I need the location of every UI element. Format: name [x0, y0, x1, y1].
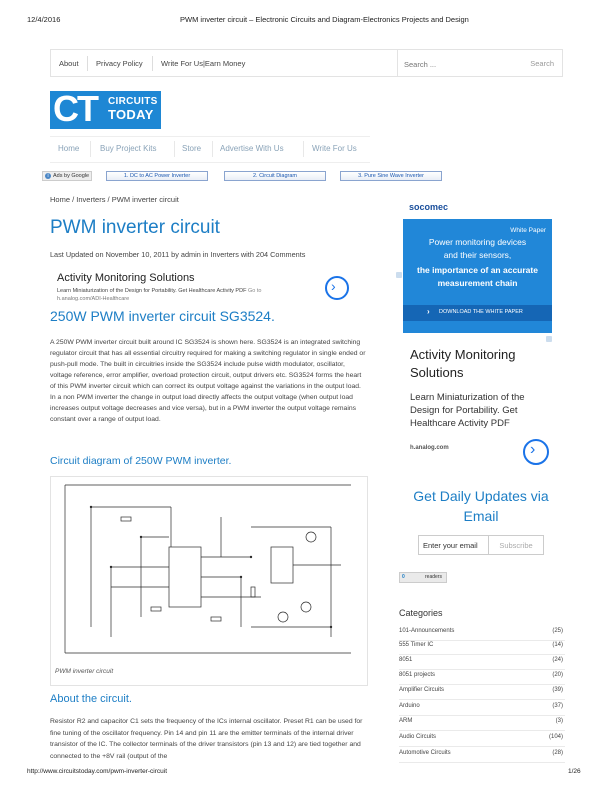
- ad-line: the importance of an accurate: [417, 265, 538, 275]
- post-meta: Last Updated on November 10, 2011 by admin in Inverters with 204 Comments: [50, 250, 306, 259]
- site-logo[interactable]: [50, 88, 161, 129]
- ad-link-3[interactable]: 3. Pure Sine Wave Inverter: [340, 171, 442, 181]
- article-intro: A 250W PWM inverter circuit built around IC SG3524 is shown here. SG3524 is an integrated switching regulator circuit that has all essential circuitry required for making a switching regulator in single ended or push-pull mode. The built in circuitries inside the SG3524 include pulse width modulator, oscillator, voltage reference, error amplifier, overload protection circuit, output drivers etc. SG3524 forms the heart of this PWM inverter circuit which can correct its output voltage against the variations in the output load. In a non PWM inverter the change in output load directly affects the output voltage (when output load increases output voltage decreases and vice versa), but in a PWM inverter the output voltage remains constant over a range of output load.: [50, 339, 366, 423]
- breadcrumb-current: PWM inverter circuit: [111, 195, 179, 204]
- nav-write-for-us[interactable]: Write For Us|Earn Money: [161, 59, 246, 68]
- schematic-icon: [51, 477, 367, 667]
- side-ad-desc: Learn Miniaturization of the Design for Portability. Get Healthcare Activity PDF: [410, 392, 525, 429]
- subscribe-heading: Get Daily Updates via Email: [413, 488, 549, 524]
- socomec-logo: socomec: [409, 202, 449, 212]
- search-input[interactable]: [402, 56, 516, 72]
- inline-ad-title: Activity Monitoring Solutions: [57, 272, 195, 284]
- breadcrumb: Home / Inverters / PWM inverter circuit: [50, 195, 179, 204]
- sidebar-ad-socomec[interactable]: [403, 197, 552, 333]
- print-url: http://www.circuitstoday.com/pwm-inverter-circuit: [27, 768, 168, 775]
- circuit-diagram-image[interactable]: [50, 476, 368, 686]
- nav-privacy-policy[interactable]: Privacy Policy: [96, 59, 143, 68]
- article-heading: 250W PWM inverter circuit SG3524.: [50, 308, 275, 324]
- category-item[interactable]: 8051 projects (20): [399, 670, 565, 685]
- ad-line: and their sensors,: [443, 250, 512, 260]
- logo-text-today: TODAY: [108, 107, 154, 122]
- figure-caption: PWM inverter circuit: [55, 668, 114, 675]
- chevron-right-icon[interactable]: ›: [325, 276, 349, 300]
- inline-ad[interactable]: [50, 272, 362, 307]
- ad-link-2[interactable]: 2. Circuit Diagram: [224, 171, 326, 181]
- subscribe-button[interactable]: Subscribe: [488, 535, 544, 555]
- ad-line: Power monitoring devices: [428, 237, 527, 247]
- download-button[interactable]: › DOWNLOAD THE WHITE PAPER: [403, 305, 552, 321]
- mainnav-home[interactable]: Home: [58, 144, 80, 153]
- category-item[interactable]: 555 Timer IC (14): [399, 640, 565, 655]
- about-text: Resistor R2 and capacitor C1 sets the frequency of the ICs internal oscillator. Preset R1 can be used for fine tuning of the oscillator frequency. Pin 14 and pin 11 are the emitter terminals of the internal driver transistor of the IC. The collector terminals of the driver transistors (pin 13 and 12) are tied together and connected to the +8V rail (output of the: [50, 718, 363, 760]
- nav-about[interactable]: About: [59, 59, 79, 68]
- page-title: PWM inverter circuit: [50, 217, 220, 238]
- white-paper-label: White Paper: [510, 227, 546, 234]
- ads-by-label: Ads by Google: [53, 173, 90, 179]
- logo-text-circuits: CIRCUITS: [108, 96, 158, 107]
- category-item[interactable]: 101-Announcements (25): [399, 626, 565, 641]
- print-date: 12/4/2016: [27, 15, 61, 24]
- email-input[interactable]: [418, 535, 488, 555]
- inline-ad-url: h.analog.com/ADI-Healthcare: [57, 296, 130, 302]
- breadcrumb-home[interactable]: Home: [50, 195, 71, 204]
- print-page-number: 1/26: [568, 768, 581, 775]
- search-box: [397, 50, 564, 76]
- reader-label: readers: [425, 574, 442, 580]
- mainnav-write-for-us[interactable]: Write For Us: [312, 144, 357, 153]
- adchoices-icon[interactable]: [396, 272, 402, 278]
- category-item[interactable]: Arduino (37): [399, 701, 565, 716]
- ads-by-google[interactable]: [42, 171, 92, 181]
- print-title: PWM inverter circuit – Electronic Circuits and Diagram-Electronics Projects and Design: [180, 15, 469, 24]
- logo-mark: CT: [53, 88, 97, 129]
- diagram-heading: Circuit diagram of 250W PWM inverter.: [50, 455, 232, 467]
- breadcrumb-inverters[interactable]: Inverters: [76, 195, 106, 204]
- ad-link-1[interactable]: 1. DC to AC Power Inverter: [106, 171, 208, 181]
- mainnav-store[interactable]: Store: [182, 144, 202, 153]
- subscribe-form: [418, 535, 544, 557]
- ad-line: measurement chain: [437, 278, 518, 288]
- reader-count: 0: [402, 574, 405, 580]
- chevron-right-icon[interactable]: ›: [523, 439, 549, 465]
- search-button[interactable]: Search: [530, 59, 554, 68]
- category-item[interactable]: Audio Circuits (104): [399, 732, 565, 747]
- side-ad-url: h.analog.com: [410, 445, 449, 451]
- top-nav: [50, 49, 563, 77]
- category-item[interactable]: 8051 (24): [399, 655, 565, 670]
- side-ad-title: Activity Monitoring Solutions: [410, 347, 516, 380]
- mainnav-buy-project-kits[interactable]: Buy Project Kits: [100, 144, 157, 153]
- mainnav-advertise[interactable]: Advertise With Us: [220, 144, 284, 153]
- category-item[interactable]: Amplifier Circuits (39): [399, 685, 565, 700]
- inline-ad-desc: Learn Miniaturization of the Design for Portability. Get Healthcare Activity PDF Go to: [57, 288, 262, 294]
- feed-readers-badge[interactable]: [399, 572, 447, 583]
- main-nav: [50, 136, 370, 163]
- info-icon: i: [45, 173, 51, 179]
- category-item[interactable]: Automotive Circuits (28): [399, 748, 565, 763]
- about-heading: About the circuit.: [50, 693, 132, 705]
- category-item[interactable]: ARM (3): [399, 716, 565, 731]
- categories-title: Categories: [399, 608, 443, 618]
- chevron-right-icon: ›: [427, 307, 430, 316]
- sidebar-ad-analog[interactable]: [403, 340, 552, 468]
